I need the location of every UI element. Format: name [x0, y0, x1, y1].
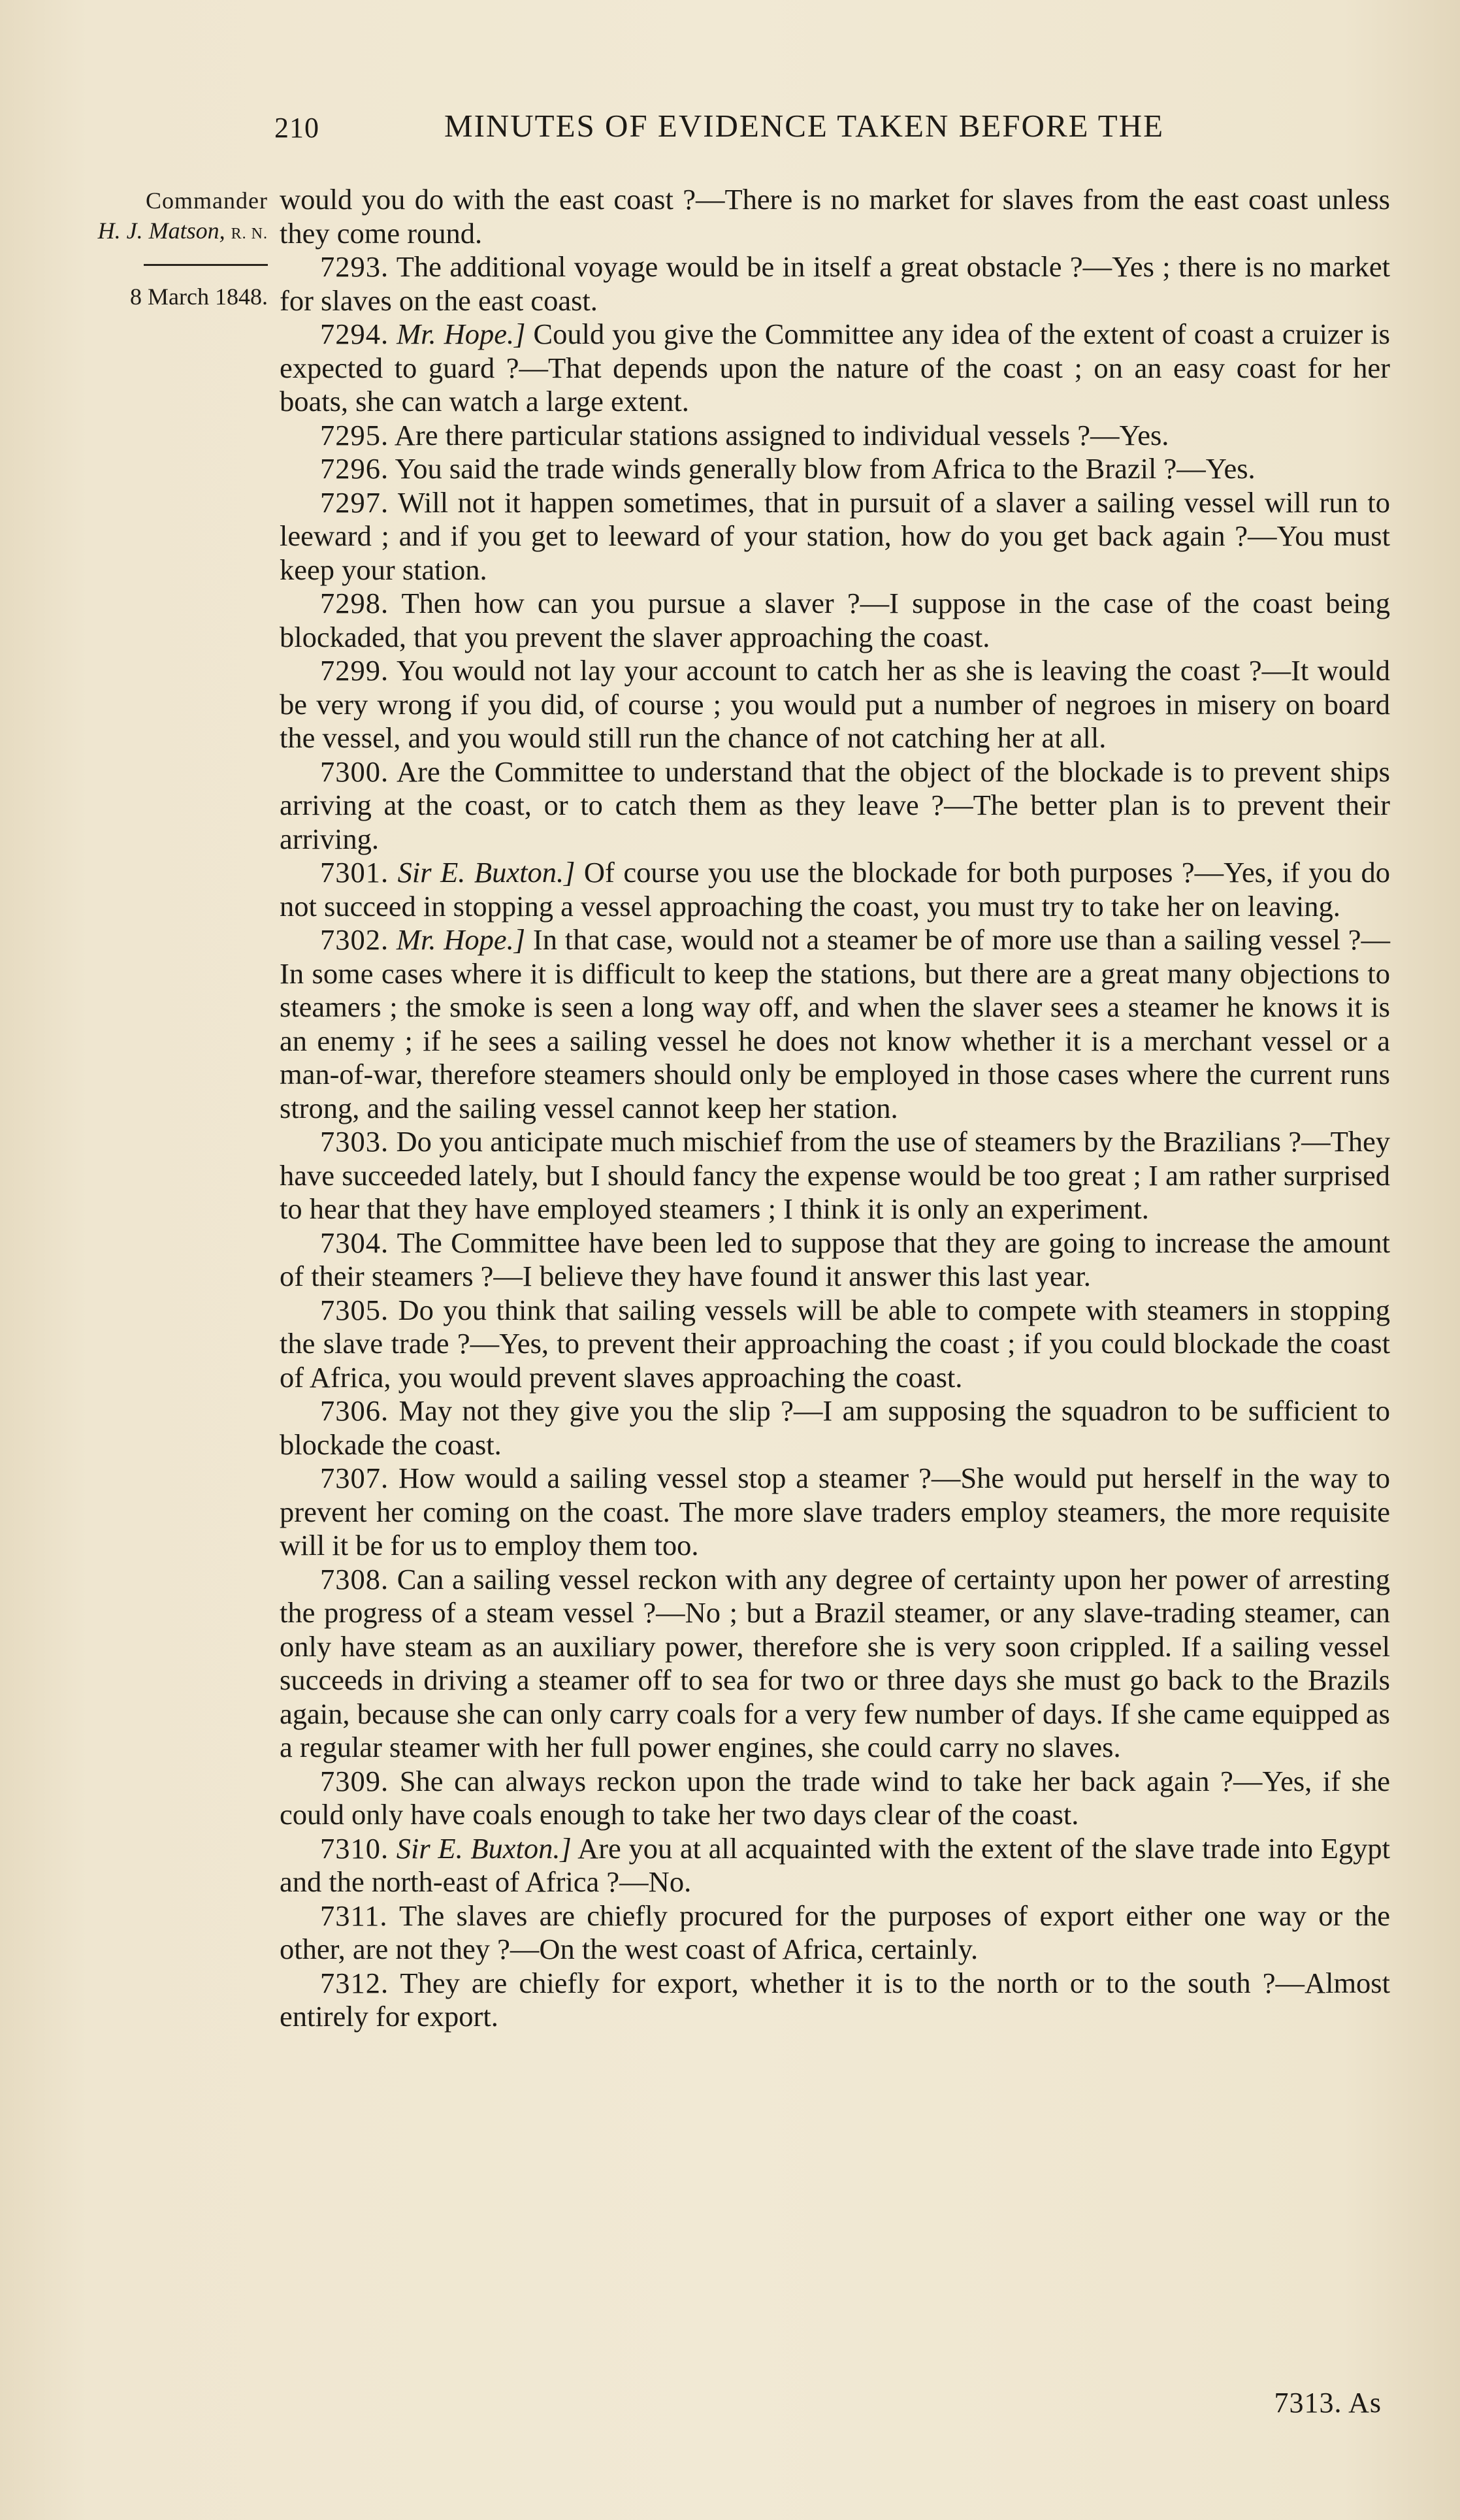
question-number: 7296.	[320, 452, 389, 485]
catchword: 7313. As	[1274, 2387, 1382, 2419]
question-entry	[280, 486, 1390, 587]
question-text: Will not it happen sometimes, that in pursuit of a slaver a sailing vessel will run to leeward ; and if you get to leeward of your station, how do you get back again ?—You must keep your station.	[280, 485, 1390, 586]
question-text: Are you at all acquainted with the extent of the slave trade into Egypt and the north-east of Africa ?—No.	[280, 1831, 1391, 1898]
question-text: Then how can you pursue a slaver ?—I suppose in the case of the coast being blockaded, that you prevent the slaver approaching the coast.	[280, 587, 1391, 653]
question-entry	[280, 1226, 1390, 1294]
question-number: 7298.	[320, 587, 389, 619]
question-number: 7302.	[320, 923, 389, 956]
question-number: 7303.	[320, 1125, 389, 1158]
testimony-text	[280, 183, 1390, 2034]
question-list	[280, 250, 1390, 2034]
margin-note	[46, 187, 268, 310]
question-text: Do you anticipate much mischief from the use of steamers by the Brazilians ?—They have succeeded lately, but I should fancy the expense would be too great ; I am rather surprised to hear that they have employed steamers ; I think it is only an experiment.	[280, 1125, 1390, 1225]
question-number: 7295.	[320, 418, 389, 451]
question-entry	[280, 1765, 1390, 1832]
questioner-name: Mr. Hope.]	[396, 923, 526, 956]
question-text: Are the Committee to understand that the object of the blockade is to prevent ships arriving at the coast, or to catch them as they leave ?—The better plan is to prevent their arriving.	[280, 755, 1390, 855]
question-entry	[280, 1125, 1390, 1226]
question-number: 7312.	[320, 1966, 389, 1999]
question-entry	[280, 1899, 1390, 1967]
question-text: In that case, would not a steamer be of more use than a sailing vessel ?—In some cases where it is difficult to keep the stations, but there are a great many objections to steamers ; the smoke is seen a long way off, and when the slaver sees a steamer he knows it is an enemy ; if he sees a sailing vessel he does not know whether it is a merchant vessel or a man-of-war, therefore steamers should only be employed in those cases where the current runs strong, and the sailing vessel cannot keep her station.	[280, 923, 1391, 1124]
questioner-name: Mr. Hope.]	[397, 318, 526, 350]
question-entry	[280, 1394, 1390, 1462]
question-entry	[280, 452, 1390, 486]
question-entry	[280, 419, 1390, 453]
witness-name-line	[46, 217, 268, 244]
question-number: 7304.	[320, 1226, 389, 1259]
question-number: 7311.	[320, 1899, 388, 1932]
question-number: 7305.	[320, 1293, 389, 1326]
question-text: The Committee have been led to suppose that they are going to increase the amount of their steamers ?—I believe they have found it answer this last year.	[280, 1226, 1391, 1292]
opening-paragraph: would you do with the east coast ?—There is no market for slaves from the east coast unless they come round.	[280, 183, 1390, 250]
question-text: She can always reckon upon the trade wind to take her back again ?—Yes, if she could only have coals enough to take her two days clear of the coast.	[280, 1764, 1390, 1831]
question-entry	[280, 1462, 1390, 1563]
witness-role: Commander	[146, 188, 268, 214]
question-text: May not they give you the slip ?—I am supposing the squadron to be sufficient to blockade the coast.	[280, 1394, 1391, 1461]
question-text: They are chiefly for export, whether it is to the north or to the south ?—Almost entirely for export.	[280, 1966, 1390, 2033]
witness-name: H. J. Matson,	[97, 218, 225, 244]
question-number: 7301.	[320, 856, 389, 889]
question-text: The additional voyage would be in itself a great obstacle ?—Yes ; there is no market for slaves on the east coast.	[280, 250, 1391, 317]
questioner-name: Sir E. Buxton.]	[396, 1831, 572, 1865]
question-text: You would not lay your account to catch her as she is leaving the coast ?—It would be very wrong if you did, of course ; you would put a number of negroes in misery on board the vessel, and you would still run the chance of not catching her at all.	[280, 654, 1390, 754]
question-entry	[280, 923, 1390, 1125]
question-text: How would a sailing vessel stop a steamer ?—She would put herself in the way to prevent her coming on the coast. The more slave traders employ steamers, the more requisite will it be for us to employ them too.	[280, 1462, 1390, 1562]
question-entry	[280, 856, 1390, 923]
question-number: 7294.	[320, 318, 389, 350]
question-text: Could you give the Committee any idea of the extent of coast a cruizer is expected to guard ?—That depends upon the nature of the coast ; on an easy coast for her boats, she can watch a large extent.	[280, 318, 1390, 417]
question-entry	[280, 1967, 1390, 2034]
question-text: Of course you use the blockade for both purposes ?—Yes, if you do not succeed in stopping a vessel approaching the coast, you must try to take her on leaving.	[280, 856, 1390, 923]
question-entry	[280, 654, 1390, 755]
questioner-name: Sir E. Buxton.]	[397, 856, 576, 889]
question-number: 7297.	[320, 485, 389, 519]
question-text: Do you think that sailing vessels will be able to compete with steamers in stopping the slave trade ?—Yes, to prevent their approaching the coast ; if you could blockade the coast of Africa, you would prevent slaves approaching the coast.	[280, 1293, 1391, 1394]
margin-divider	[144, 264, 268, 266]
question-text: You said the trade winds generally blow from Africa to the Brazil ?—Yes.	[395, 452, 1256, 485]
question-number: 7307.	[320, 1462, 389, 1494]
testimony-date: 8 March 1848.	[130, 284, 268, 310]
question-entry	[280, 1563, 1390, 1765]
question-entry	[280, 250, 1390, 318]
question-text: Can a sailing vessel reckon with any degree of certainty upon her power of arresting the progress of a steam vessel ?—No ; but a Brazil steamer, or any slave-trading steamer, can only have steam as an auxiliary power, therefore she is very soon crippled. If a sailing vessel succeeds in driving a steamer off to sea for two or three days she must go back to the Brazils again, because she can only carry coals for a very few number of days. If she came equipped as a regular steamer with her full power engines, she could carry no slaves.	[280, 1562, 1391, 1763]
question-number: 7299.	[320, 654, 389, 687]
question-number: 7306.	[320, 1394, 389, 1427]
question-entry	[280, 1294, 1390, 1395]
page-header	[274, 105, 1398, 150]
question-entry	[280, 1832, 1390, 1899]
question-number: 7293.	[320, 250, 389, 283]
question-number: 7300.	[320, 755, 389, 788]
running-title: MINUTES OF EVIDENCE TAKEN BEFORE THE	[444, 108, 1165, 144]
question-text: Are there particular stations assigned to individual vessels ?—Yes.	[394, 418, 1169, 451]
question-number: 7310.	[320, 1831, 389, 1865]
question-number: 7308.	[320, 1562, 389, 1595]
question-entry	[280, 318, 1390, 419]
question-entry	[280, 755, 1390, 857]
question-number: 7309.	[320, 1764, 389, 1797]
question-text: The slaves are chiefly procured for the purposes of export either one way or the other, are not they ?—On the west coast of Africa, certainly.	[280, 1899, 1391, 1965]
witness-rank: R. N.	[231, 225, 268, 242]
question-entry	[280, 587, 1390, 654]
page-number: 210	[274, 112, 319, 144]
